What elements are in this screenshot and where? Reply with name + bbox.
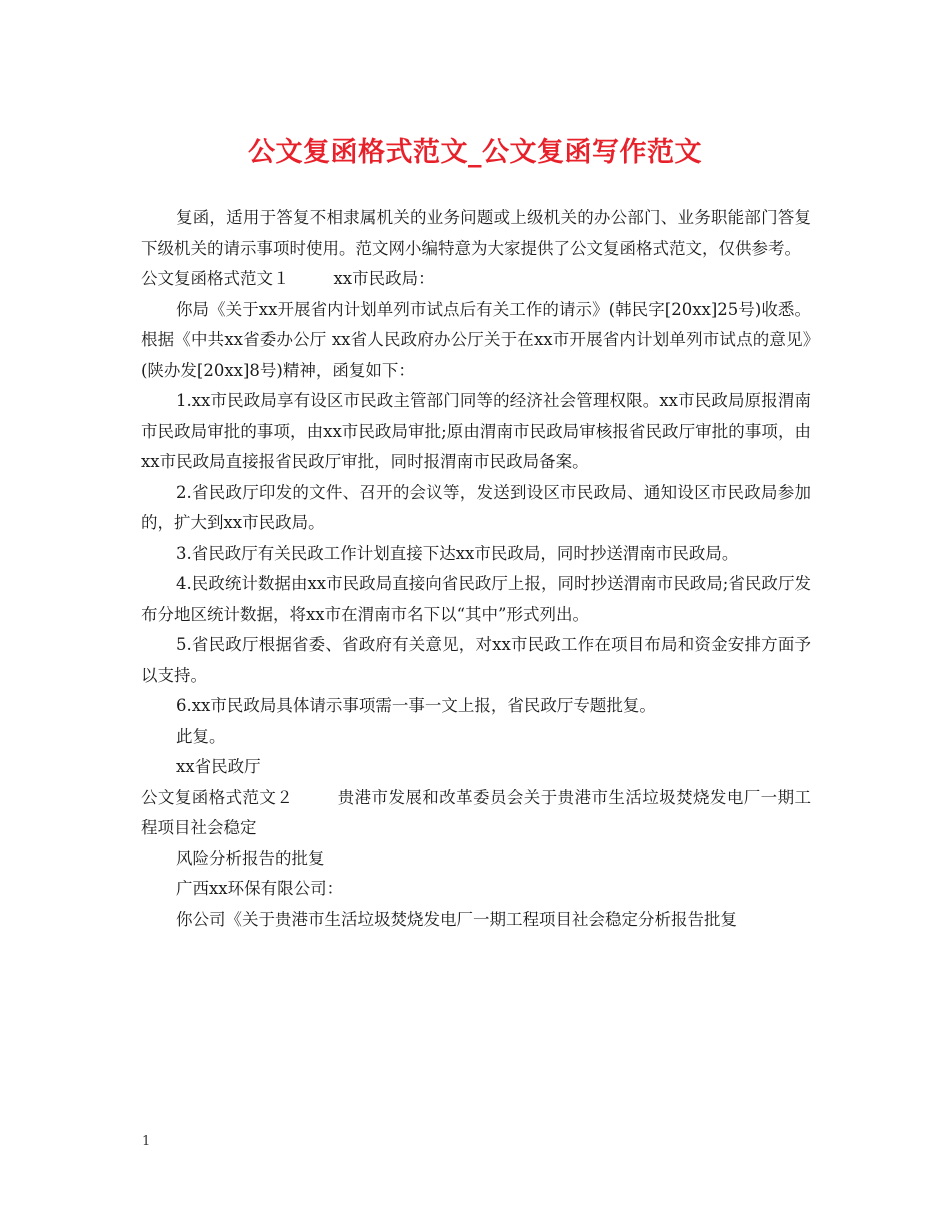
list-item-5: 5.省民政厅根据省委、省政府有关意见，对xx市民政工作在项目布局和资金安排方面予以支持。 [141, 635, 811, 685]
sample2-heading-line [141, 783, 811, 844]
sample1-label: 公文复函格式范文１ [141, 269, 290, 288]
document-body [141, 203, 811, 935]
page-number: 1 [142, 1134, 151, 1149]
sample2-label: 公文复函格式范文２ [141, 787, 294, 807]
sample2-title-part-b: 风险分析报告的批复 [176, 848, 325, 868]
sample1-recipient: xx市民政局： [333, 269, 435, 288]
signature-line: xx省民政厅 [176, 757, 261, 776]
intro-paragraph: 复函，适用于答复不相隶属机关的业务问题或上级机关的办公部门、业务职能部门答复下级机关的请示事项时使用。范文网小编特意为大家提供了公文复函格式范文，仅供参考。 [141, 208, 811, 258]
sample2-body-paragraph: 你公司《关于贵港市生活垃圾焚烧发电厂一期工程项目社会稳定分析报告批复 [176, 909, 737, 929]
sample2-recipient: 广西xx环保有限公司： [176, 879, 344, 898]
document-title: 公文复函格式范文_公文复函写作范文 [248, 137, 702, 168]
sample1-body-paragraph: 你局《关于xx开展省内计划单列市试点后有关工作的请示》(韩民字[20xx]25号)收悉。根据《中共xx省委办公厅 xx省人民政府办公厅关于在xx市开展省内计划单列市试点的意见》(陕办发[20xx]8号)精神，函复如下： [141, 299, 811, 380]
list-item-4: 4.民政统计数据由xx市民政局直接向省民政厅上报，同时抄送渭南市民政局;省民政厅发布分地区统计数据，将xx市在渭南市名下以“其中”形式列出。 [141, 574, 811, 624]
closing-line: 此复。 [176, 726, 226, 746]
list-item-1: 1.xx市民政局享有设区市民政主管部门同等的经济社会管理权限。xx市民政局原报渭南市民政局审批的事项，由xx市民政局审批;原由渭南市民政局审核报省民政厅审批的事项，由xx市民政局直接报省民政厅审批，同时报渭南市民政局备案。 [141, 391, 811, 471]
sample2-title-part-a: 贵港市发展和改革委员会关于贵港市生活垃圾焚烧发电厂一期工程项目社会稳定 [141, 787, 812, 837]
list-item-2: 2.省民政厅印发的文件、召开的会议等，发送到设区市民政局、通知设区市民政局参加的，扩大到xx市民政局。 [141, 482, 811, 532]
list-item-6: 6.xx市民政局具体请示事项需一事一文上报，省民政厅专题批复。 [176, 696, 656, 715]
list-item-3: 3.省民政厅有关民政工作计划直接下达xx市民政局，同时抄送渭南市民政局。 [176, 543, 739, 563]
sample1-heading-line [141, 264, 811, 295]
